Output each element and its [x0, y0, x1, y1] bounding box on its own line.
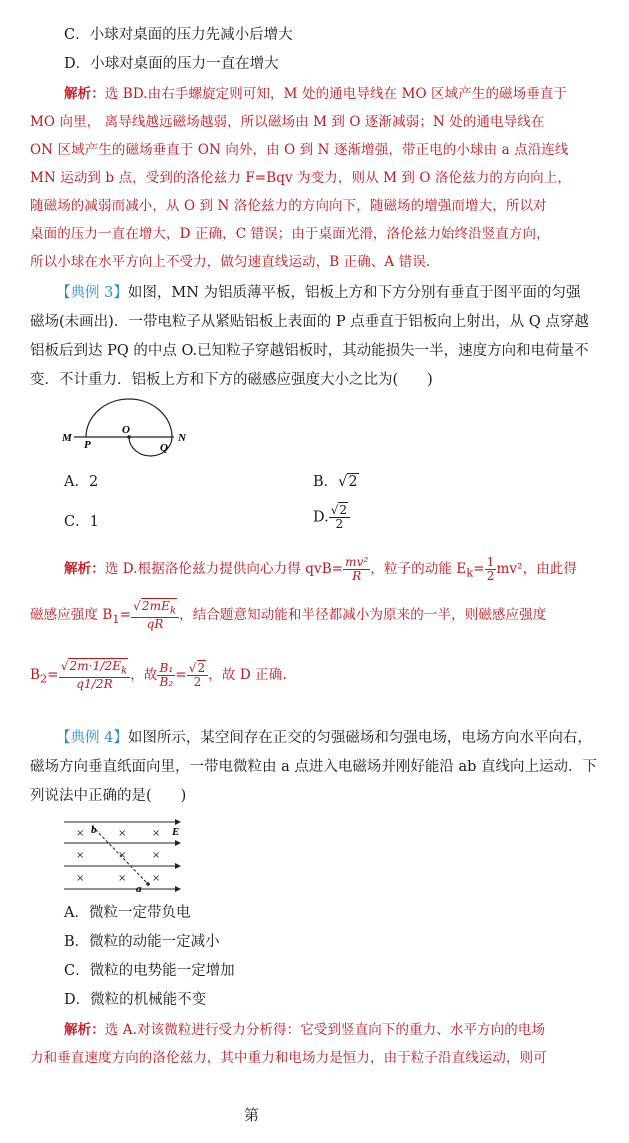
option-d-fraction: $\frac{√2}{2}$ — [329, 504, 350, 531]
example4-text-1: 如图所示，某空间存在正交的匀强磁场和匀强电场，电场方向水平向右， — [127, 730, 592, 746]
frac-ratio: $\frac{\text{B₁}}{\text{B₂}}$ — [159, 661, 174, 689]
label-b: b — [91, 824, 97, 836]
solution2-line-1 — [64, 84, 567, 104]
example4-line-2: 磁场方向垂直纸面向里，一带电微粒由 a 点进入电磁场并刚好能沿 ab 直线向上运动．下 — [30, 759, 598, 775]
solution-label: 解析： — [64, 86, 105, 102]
solution2-text-1: 选 BD.由右手螺旋定则可知，M 处的通电导线在 MO 区域产生的磁场垂直于 — [104, 86, 568, 102]
solution2-line-6: 桌面的压力一直在增大，D 正确，C 错误；由于桌面光滑，洛伦兹力始终沿竖直方向， — [30, 226, 550, 242]
label-e: E — [172, 826, 180, 838]
figure-semicircle — [60, 396, 200, 466]
example3-line-4: 变．不计重力．铝板上方和下方的磁感应强度大小之比为( ) — [30, 372, 433, 388]
option-d-prev: D．小球对桌面的压力一直在增大 — [64, 56, 279, 72]
option-b-value: 2 — [348, 474, 358, 490]
cross-1: × — [76, 828, 85, 839]
label-m: M — [62, 432, 72, 444]
solution2-line-3: ON 区域产生的磁场垂直于 ON 向外，由 O 到 N 逐渐增强，带正电的小球由 a 点沿连线 — [30, 142, 569, 158]
figure-field — [62, 818, 192, 894]
label-q: Q — [160, 442, 168, 454]
option-d-prefix: D. — [313, 509, 329, 526]
cross-2: × — [118, 828, 127, 839]
example3-solution-line-3: $B_2=$ $\frac{√2m\cdot 1/2E_k}{q1/2R}$ ，故 $\frac{\text{B₁}}{\text{B₂}}$ = $\frac{√2}{2}$ ，故 D 正确. — [30, 658, 287, 692]
example3-option-b: B．√2 — [313, 474, 358, 490]
example4-tag: 【典例 4】 — [56, 730, 128, 746]
solution2-line-2: MO 向里， 离导线越远磁场越弱，所以磁场由 M 到 O 逐渐减弱；N 处的通电导线在 — [30, 114, 545, 130]
solution2-line-7: 所以小球在水平方向上不受力，做匀速直线运动，B 正确、A 错误. — [30, 254, 431, 270]
frac-b2: $\frac{√2m\cdot 1/2E_k}{q1/2R}$ — [59, 660, 131, 691]
example3-tag: 【典例 3】 — [56, 285, 128, 301]
point-a — [146, 882, 150, 886]
label-a: a — [136, 883, 142, 894]
example4-option-a: A．微粒一定带负电 — [64, 905, 191, 921]
cross-5: × — [118, 850, 127, 861]
frac-half: $\frac{1}{2}$ — [486, 555, 495, 583]
example4-option-c: C．微粒的电势能一定增加 — [64, 963, 235, 979]
example4-solution-line-1: 解析：选 A.对该微粒进行受力分析得：它受到竖直向下的重力、水平方向的电场 — [64, 1022, 546, 1038]
example4-option-d: D．微粒的机械能不变 — [64, 992, 207, 1008]
example3-line-1 — [56, 283, 581, 303]
example4-line-3: 列说法中正确的是( ) — [30, 788, 187, 804]
label-n: N — [178, 432, 186, 444]
frac-mv2-r: $\frac{\text{mv²}}{R}$ — [345, 555, 369, 583]
example3-line-2: 磁场(未画出)．一带电粒子从紧贴铝板上表面的 P 点垂直于铝板向上射出，从 Q 点穿越 — [30, 314, 589, 330]
example4-option-b: B．微粒的动能一定减小 — [64, 934, 220, 950]
cross-3: × — [152, 828, 161, 839]
cross-6: × — [152, 850, 161, 861]
example4-line-1 — [56, 728, 592, 748]
example3-solution-line-1: 解析：选 D.根据洛伦兹力提供向心力得 qvB= $\frac{\text{mv²}}{R}$ ，粒子的动能 $E_k=$ $\frac{1}{2}$ mv²，由此得 — [64, 555, 578, 583]
cross-7: × — [76, 873, 85, 884]
example3-option-a: A．2 — [64, 474, 99, 490]
example3-text-1: 如图，MN 为铝质薄平板，铝板上方和下方分别有垂直于图平面的匀强 — [127, 285, 581, 301]
label-p: P — [84, 439, 91, 451]
example3-option-c: C．1 — [64, 514, 99, 530]
cross-4: × — [76, 850, 85, 861]
cross-9: × — [152, 873, 161, 884]
example3-option-d — [313, 504, 350, 531]
example4-solution-line-2: 力和垂直速度方向的洛伦兹力，其中重力和电场力是恒力，由于粒子沿直线运动，则可 — [30, 1050, 547, 1066]
label-o: O — [122, 424, 130, 436]
example3-line-3: 铝板后到达 PQ 的中点 O.已知粒子穿越铝板时，其动能损失一半，速度方向和电荷量不 — [30, 343, 589, 359]
frac-b1: $\frac{√2mE_k}{qR}$ — [131, 600, 179, 631]
cross-8: × — [118, 873, 127, 884]
example3-solution-line-2: 磁感应强度 $B_1=$ $\frac{√2mE_k}{qR}$ ，结合题意知动能和半径都减小为原来的一半，则磁感应强度 — [30, 599, 547, 632]
solution2-line-4: MN 运动到 b 点，受到的洛伦兹力 F=Bqv 为变力，则从 M 到 O 洛伦兹力的方向向上， — [30, 170, 571, 186]
frac-answer: $\frac{√2}{2}$ — [187, 662, 209, 689]
option-b-prefix: B． — [313, 474, 339, 490]
solution2-line-5: 随磁场的减弱而减小，从 O 到 N 洛伦兹力的方向向下，随磁场的增强而增大，所以对 — [30, 198, 547, 214]
page-footer: 第 — [244, 1106, 260, 1124]
option-c-prev: C．小球对桌面的压力先减小后增大 — [64, 27, 293, 43]
